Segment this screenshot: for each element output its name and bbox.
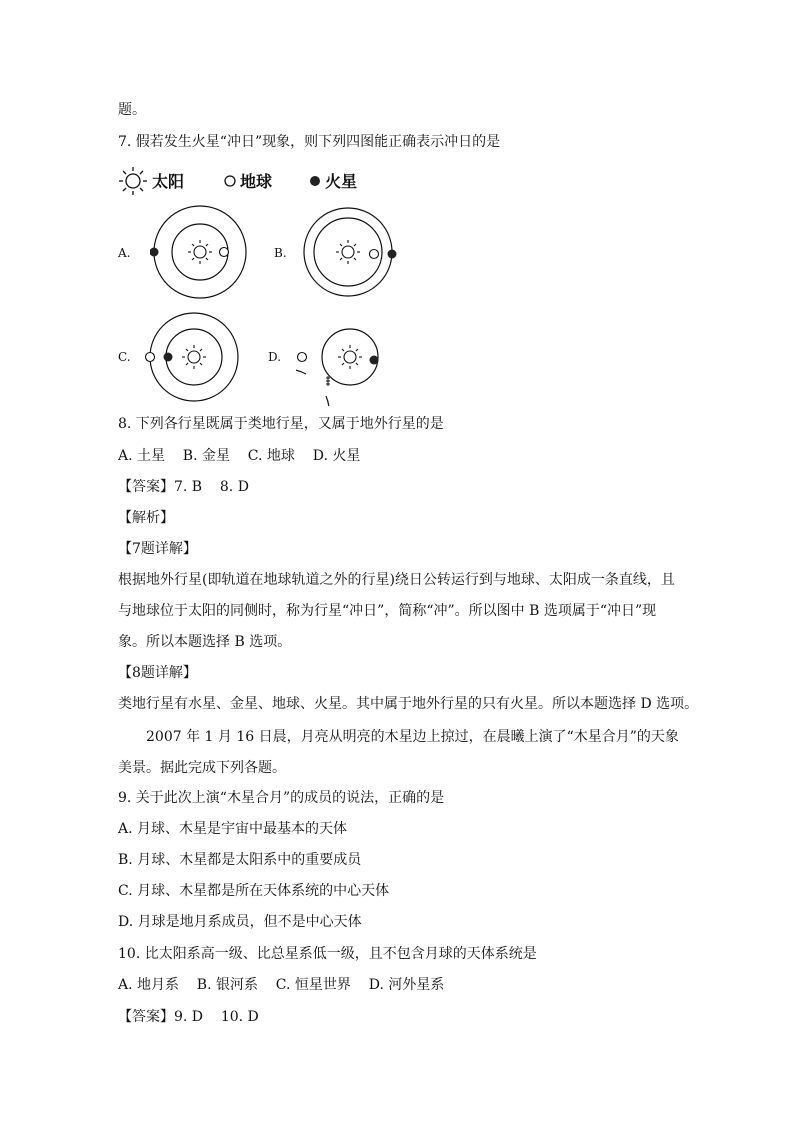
explanation-line-1: 根据地外行星(即轨道在地球轨道之外的行星)绕日公转运行到与地球、太阳成一条直线，且 bbox=[118, 572, 675, 588]
mars-icon bbox=[388, 250, 397, 259]
passage-line-2: 美景。据此完成下列各题。 bbox=[118, 760, 286, 776]
detail-8-heading: 【8题详解】 bbox=[118, 665, 197, 681]
question-10-options: A. 地月系 B. 银河系 C. 恒星世界 D. 河外星系 bbox=[118, 977, 445, 993]
legend-sun-label: 太阳 bbox=[152, 172, 185, 191]
diagram-a-label: A. bbox=[118, 246, 131, 260]
diagram-c bbox=[144, 310, 244, 406]
earth-icon bbox=[223, 166, 237, 196]
explanation-line-4: 类地行星有水星、金星、地球、火星。其中属于地外行星的只有火星。所以本题选择 D 选项。 bbox=[118, 696, 699, 712]
question-9-option-a: A. 月球、木星是宇宙中最基本的天体 bbox=[118, 821, 348, 837]
legend-earth-label: 地球 bbox=[240, 172, 273, 191]
mars-icon bbox=[150, 248, 159, 257]
answer-9-10: 【答案】9. D 10. D bbox=[118, 1009, 259, 1025]
sun-icon bbox=[188, 240, 212, 264]
question-7: 7. 假若发生火星“冲日”现象，则下列四图能正确表示冲日的是 bbox=[118, 134, 501, 150]
sun-icon bbox=[118, 166, 148, 196]
explanation-line-2: 与地球位于太阳的同侧时，称为行星“冲日”，简称“冲”。所以图中 B 选项属于“冲日”现 bbox=[118, 603, 657, 619]
sun-icon bbox=[182, 345, 206, 369]
passage-line-1: 2007 年 1 月 16 日晨，月亮从明亮的木星边上掠过，在晨曦上演了“木星合月”的天象 bbox=[146, 729, 679, 745]
analysis-heading: 【解析】 bbox=[118, 510, 174, 526]
text-line-continuation: 题。 bbox=[118, 102, 146, 118]
sun-icon bbox=[338, 345, 362, 369]
question-8: 8. 下列各行星既属于类地行星，又属于地外行星的是 bbox=[118, 416, 444, 432]
mars-icon bbox=[370, 356, 379, 365]
answer-7-8: 【答案】7. B 8. D bbox=[118, 479, 249, 495]
diagram-d bbox=[296, 310, 396, 406]
mars-icon bbox=[308, 166, 322, 196]
diagram-a bbox=[150, 204, 250, 304]
earth-icon bbox=[146, 353, 155, 362]
explanation-line-3: 象。所以本题选择 B 选项。 bbox=[118, 634, 292, 650]
question-9-option-c: C. 月球、木星都是所在天体系统的中心天体 bbox=[118, 883, 390, 899]
question-8-options: A. 土星 B. 金星 C. 地球 D. 火星 bbox=[118, 448, 361, 464]
earth-icon bbox=[370, 250, 379, 259]
legend bbox=[118, 166, 418, 196]
legend-mars-label: 火星 bbox=[325, 172, 358, 191]
diagram-b bbox=[298, 204, 402, 304]
diagram-d-label: D. bbox=[268, 350, 282, 364]
diagram-b-label: B. bbox=[274, 246, 287, 260]
earth-icon bbox=[298, 353, 307, 362]
question-10: 10. 比太阳系高一级、比总星系低一级，且不包含月球的天体系统是 bbox=[118, 946, 537, 962]
question-9-option-d: D. 月球是地月系成员，但不是中心天体 bbox=[118, 914, 362, 930]
question-9-option-b: B. 月球、木星都是太阳系中的重要成员 bbox=[118, 852, 362, 868]
question-9: 9. 关于此次上演“木星合月”的成员的说法，正确的是 bbox=[118, 790, 445, 806]
mars-icon bbox=[164, 353, 173, 362]
diagram-c-label: C. bbox=[118, 350, 131, 364]
sun-icon bbox=[336, 240, 360, 264]
detail-7-heading: 【7题详解】 bbox=[118, 541, 197, 557]
earth-icon bbox=[220, 248, 229, 257]
